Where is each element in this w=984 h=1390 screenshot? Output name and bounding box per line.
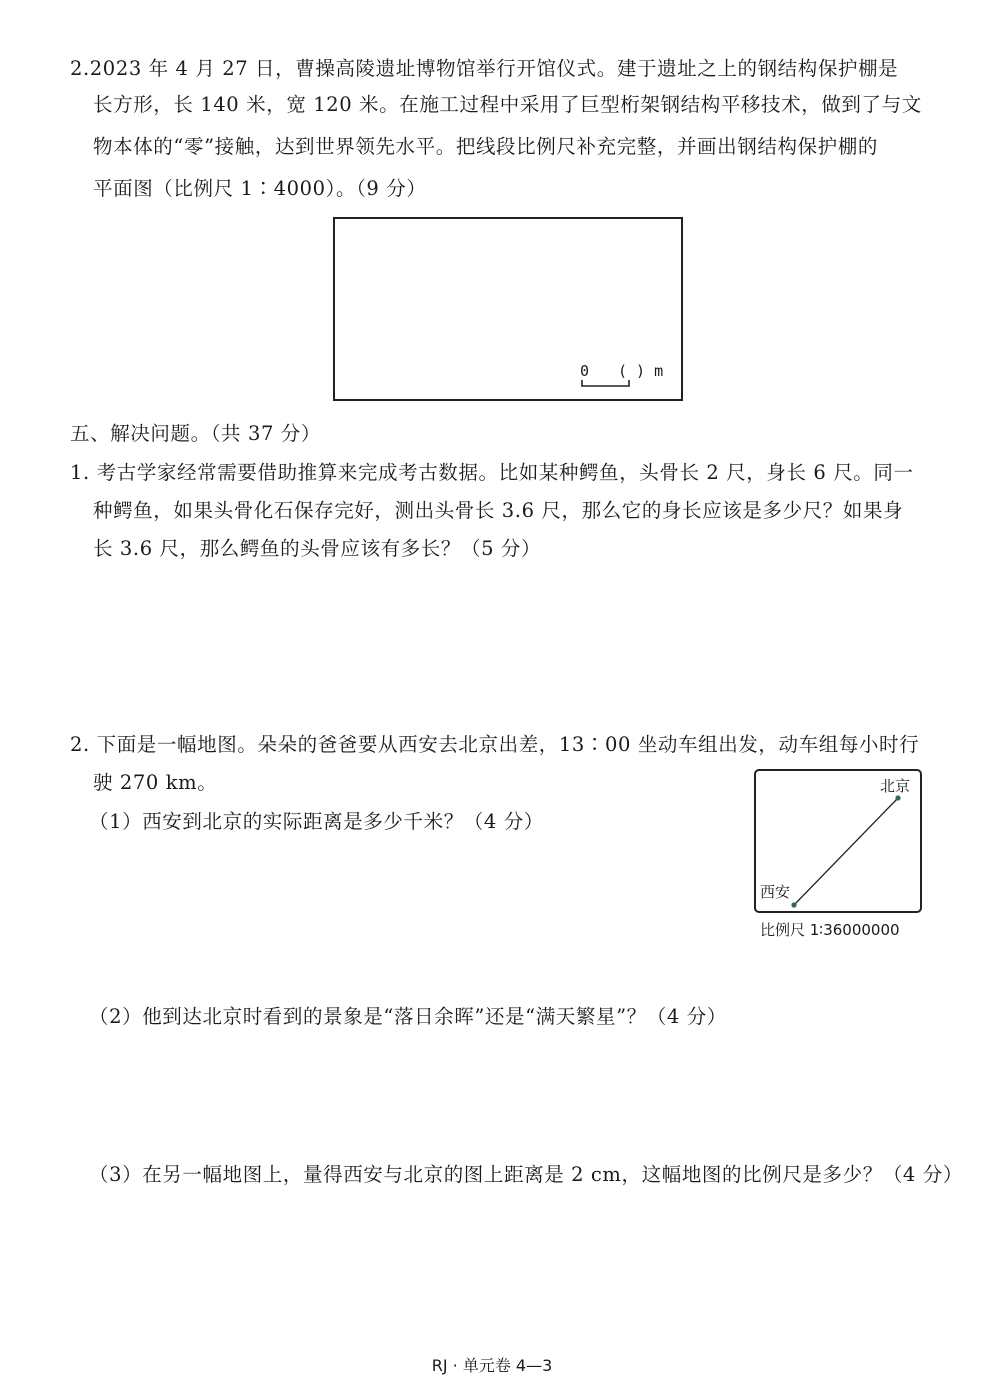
sub-question: （3）在另一幅地图上，量得西安与北京的图上距离是 2 cm，这幅地图的比例尺是多少？（4 分） [89,1163,963,1186]
map-scale: 比例尺 1∶36000000 [760,921,900,939]
question-text-line: 驶 270 km。 [93,771,218,794]
section-heading: 五、解决问题。（共 37 分） [70,422,321,445]
question-text-line: 物本体的“零”接触，达到世界领先水平。把线段比例尺补充完整，并画出钢结构保护棚的 [93,135,878,158]
page-footer: RJ · 单元卷 4—3 [431,1356,553,1375]
beijing-point [895,795,900,800]
scale-bar-line [581,379,631,389]
question-text-line: 2. 下面是一幅地图。朵朵的爸爸要从西安去北京出差，13∶00 坐动车组出发，动车组每小时行 [70,733,920,756]
scale-bar-zero: 0 [580,362,590,380]
scale-bar-blank[interactable]: ( ) m [618,362,664,380]
map-figure [754,769,922,913]
question-text-line: 平面图（比例尺 1∶4000）。（9 分） [93,177,427,200]
city-label-beijing: 北京 [880,777,911,795]
route-line [756,771,920,911]
drawing-answer-box[interactable] [333,217,683,401]
question-text-line: 1. 考古学家经常需要借助推算来完成考古数据。比如某种鳄鱼，头骨长 2 尺，身长 6 尺。同一 [70,461,914,484]
xian-point [791,902,796,907]
city-label-xian: 西安 [760,883,791,901]
question-text-line: 长 3.6 尺，那么鳄鱼的头骨应该有多长？（5 分） [93,537,542,560]
question-text-line: 长方形，长 140 米，宽 120 米。在施工过程中采用了巨型桁架钢结构平移技术，做到了与文 [93,93,922,116]
sub-question: （1）西安到北京的实际距离是多少千米？（4 分） [89,810,544,833]
question-text-line: 种鳄鱼，如果头骨化石保存完好，测出头骨长 3.6 尺，那么它的身长应该是多少尺？如果身 [93,499,904,522]
question-text-line: 2.2023 年 4 月 27 日，曹操高陵遗址博物馆举行开馆仪式。建于遗址之上的钢结构保护棚是 [70,57,899,80]
sub-question: （2）他到达北京时看到的景象是“落日余晖”还是“满天繁星”？（4 分） [89,1005,727,1028]
